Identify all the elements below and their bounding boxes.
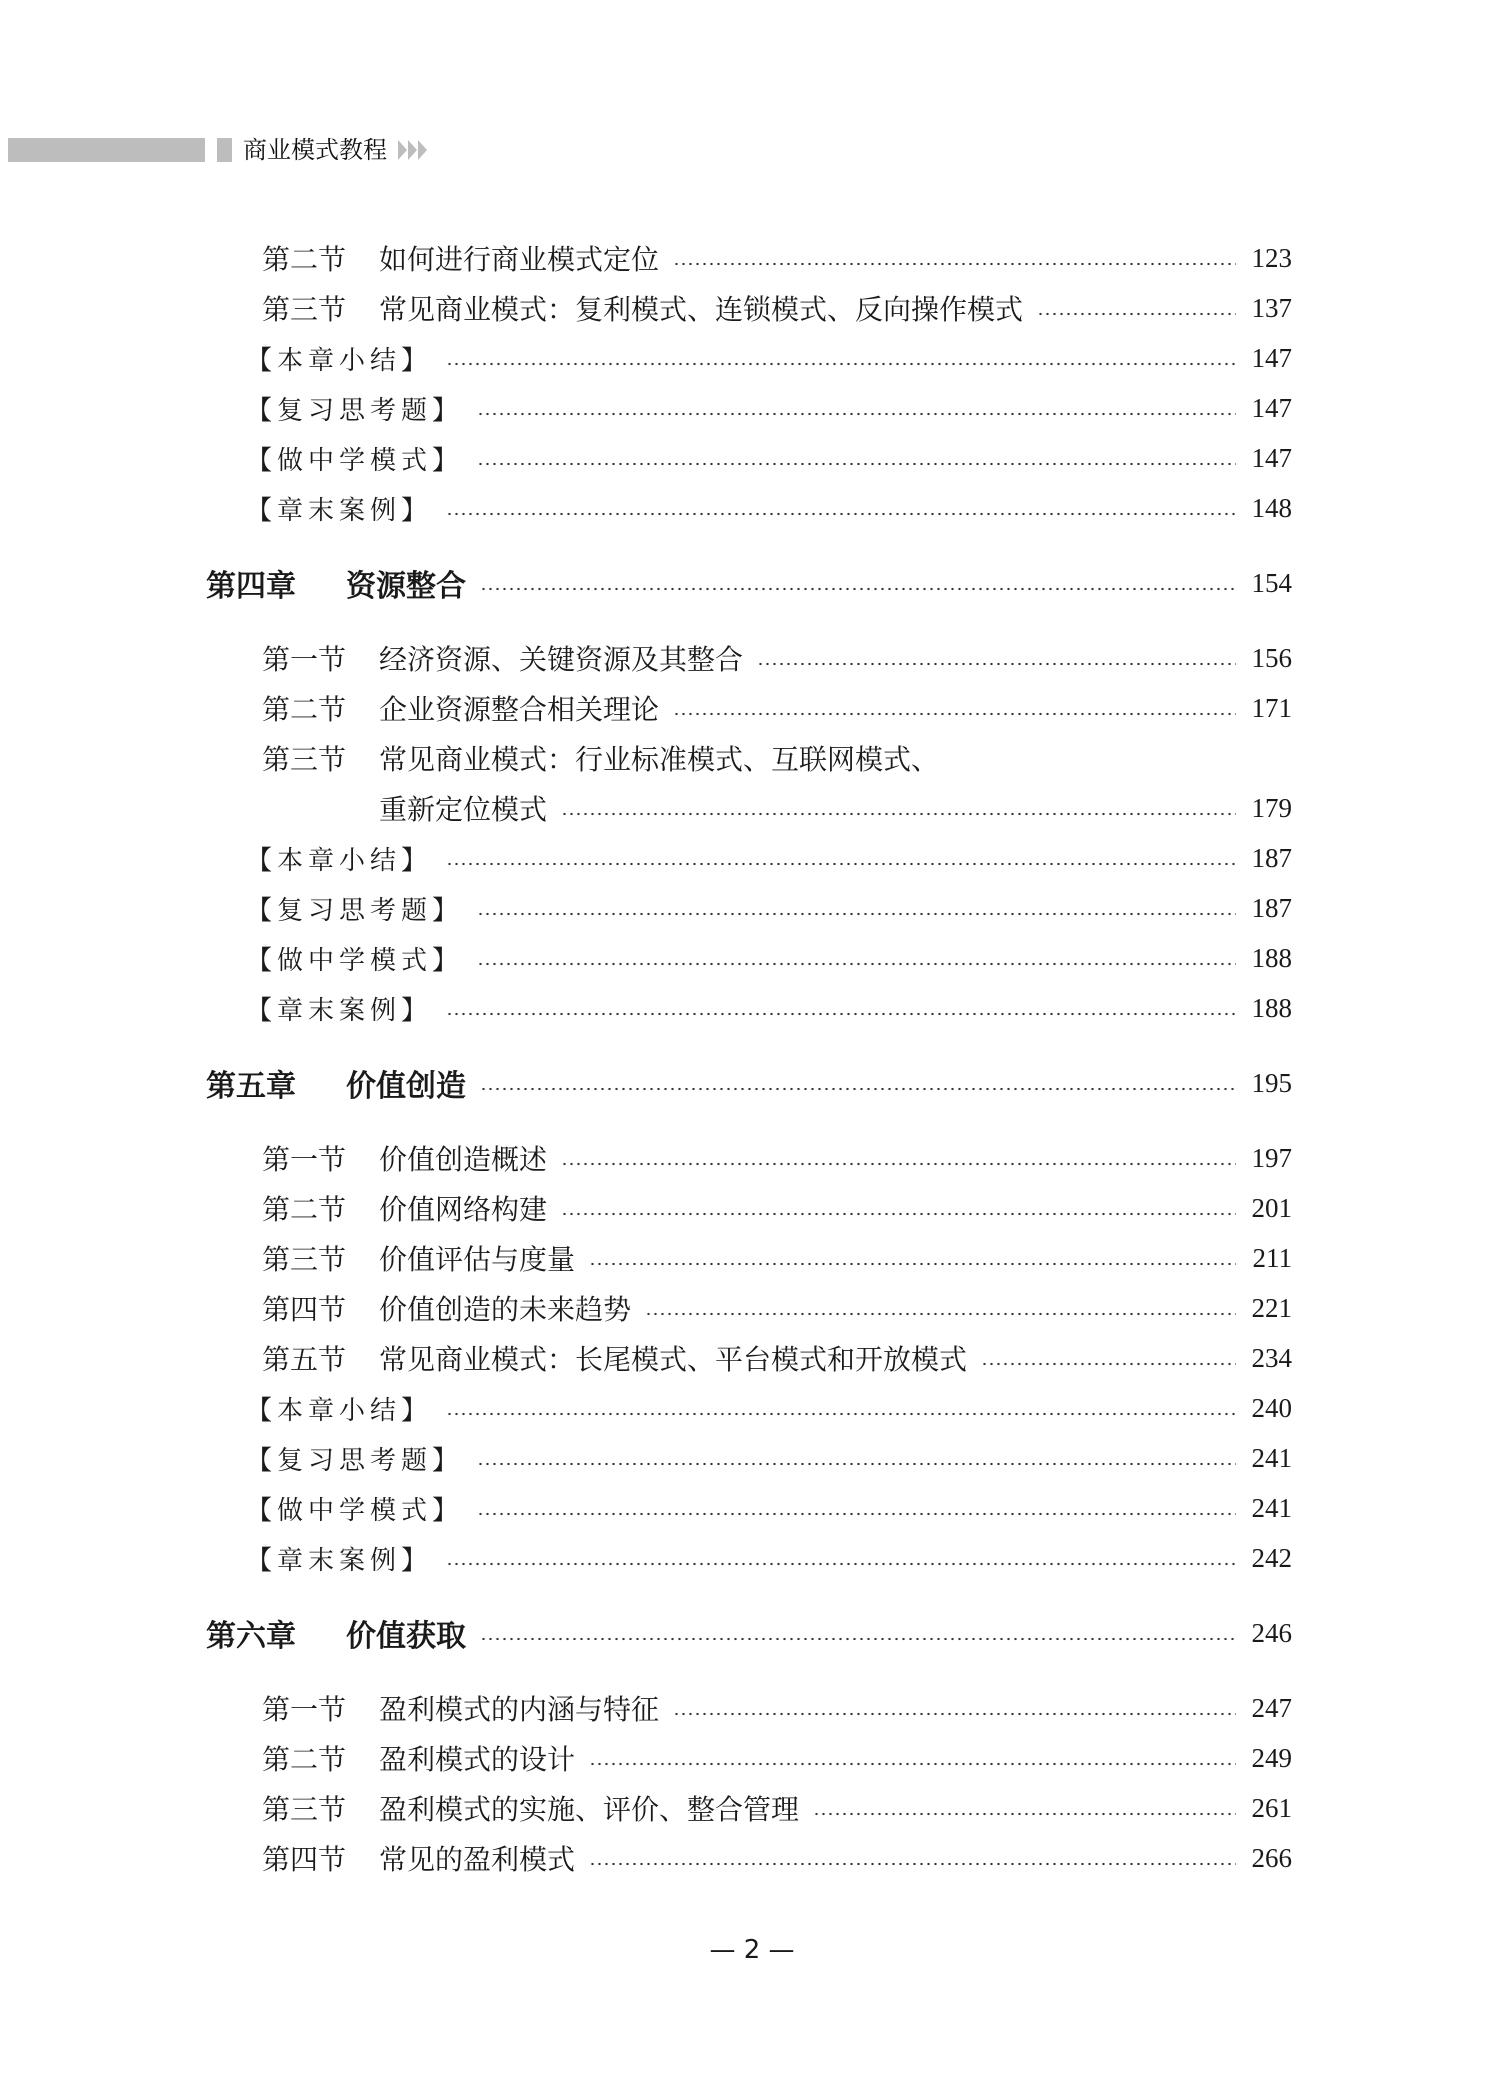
toc-entry-page: 241 (1251, 1442, 1292, 1473)
toc-entry-title: 常见的盈利模式 (379, 1843, 576, 1876)
toc-entry-title: 价值评估与度量 (379, 1243, 576, 1276)
toc-entry-title: 常见商业模式：行业标准模式、互联网模式、 (379, 743, 940, 776)
toc-entry-title: 盈利模式的内涵与特征 (379, 1693, 660, 1726)
dot-leader (446, 1012, 1236, 1016)
dot-leader (673, 1712, 1236, 1716)
toc-entry-title: 如何进行商业模式定位 (379, 243, 660, 276)
toc-entry-page: 249 (1251, 1742, 1292, 1773)
toc-entry-page: 154 (1251, 567, 1292, 598)
dot-leader (477, 962, 1236, 966)
toc-entry-page: 188 (1251, 992, 1292, 1023)
toc-entry-section[interactable] (206, 1183, 1292, 1233)
dot-leader (477, 1512, 1236, 1516)
toc-entry-page: 242 (1251, 1542, 1292, 1573)
toc-entry-chapter[interactable] (206, 1058, 1292, 1108)
page-number: — 2 — (709, 1935, 795, 1965)
toc-entry-section[interactable] (206, 1683, 1292, 1733)
toc-entry-page: 197 (1251, 1142, 1292, 1173)
toc-entry-label: 第一节 (262, 1143, 347, 1176)
toc-entry-title: 价值创造 (346, 1069, 466, 1104)
toc-entry-section[interactable] (206, 283, 1292, 333)
dot-leader (673, 712, 1236, 716)
toc-entry-page: 211 (1252, 1242, 1292, 1273)
toc-entry-label: 第二节 (262, 243, 347, 276)
toc-entry-section[interactable] (206, 1783, 1292, 1833)
toc-entry-section[interactable] (206, 1133, 1292, 1183)
running-header-title: 商业模式教程 (243, 136, 387, 164)
toc-entry-page: 201 (1251, 1192, 1292, 1223)
toc-entry-label: 第一节 (262, 643, 347, 676)
toc-entry-title: 重新定位模式 (379, 793, 548, 826)
dot-leader (477, 1462, 1236, 1466)
toc-entry-label: 第五节 (262, 1343, 347, 1376)
dot-leader (589, 1762, 1236, 1766)
toc-entry-title: 【做中学模式】 (246, 445, 464, 476)
toc-entry-title: 资源整合 (346, 569, 466, 604)
dot-leader (561, 1162, 1236, 1166)
toc-entry-title: 价值获取 (346, 1619, 466, 1654)
toc-entry-label: 第二节 (262, 693, 347, 726)
dot-leader (589, 1862, 1236, 1866)
toc-entry-page: 137 (1251, 292, 1292, 323)
toc-entry-page: 179 (1251, 792, 1292, 823)
toc-entry-title: 【章末案例】 (246, 1545, 433, 1576)
dot-leader (446, 862, 1236, 866)
toc-entry-title: 价值创造的未来趋势 (379, 1293, 632, 1326)
dot-leader (645, 1312, 1236, 1316)
toc-entry-bracket[interactable] (206, 333, 1292, 383)
toc-entry-label: 第三节 (262, 1793, 347, 1826)
toc-entry-bracket[interactable] (206, 383, 1292, 433)
dot-leader (480, 1087, 1236, 1091)
toc-entry-page: 187 (1251, 842, 1292, 873)
toc-entry-label: 第二节 (262, 1743, 347, 1776)
toc-entry-title: 价值网络构建 (379, 1193, 548, 1226)
toc-entry-chapter[interactable] (206, 558, 1292, 608)
toc-entry-title: 经济资源、关键资源及其整合 (379, 643, 744, 676)
toc-entry-bracket[interactable] (206, 1433, 1292, 1483)
toc-entry-page: 123 (1251, 242, 1292, 273)
toc-entry-label: 第三节 (262, 743, 347, 776)
dot-leader (589, 1262, 1236, 1266)
toc-entry-page: 188 (1251, 942, 1292, 973)
toc-entry-title: 盈利模式的实施、评价、整合管理 (379, 1793, 800, 1826)
toc-entry-bracket[interactable] (206, 483, 1292, 533)
toc-entry-title: 【本章小结】 (246, 1395, 433, 1426)
dot-leader (480, 1637, 1236, 1641)
toc-entry-title: 常见商业模式：长尾模式、平台模式和开放模式 (379, 1343, 968, 1376)
toc-entry-page: 246 (1251, 1617, 1292, 1648)
dot-leader (561, 1212, 1236, 1216)
dot-leader (446, 1562, 1236, 1566)
toc-entry-title: 盈利模式的设计 (379, 1743, 576, 1776)
toc-entry-page: 171 (1251, 692, 1292, 723)
toc-entry-bracket[interactable] (206, 1533, 1292, 1583)
toc-entry-page: 187 (1251, 892, 1292, 923)
toc-entry-label: 第四节 (262, 1293, 347, 1326)
toc-entry-page: 247 (1251, 1692, 1292, 1723)
dot-leader (446, 1412, 1236, 1416)
toc-entry-bracket[interactable] (206, 833, 1292, 883)
toc-entry-bracket[interactable] (206, 1483, 1292, 1533)
header-decor-square (217, 138, 232, 162)
toc-entry-label: 第一节 (262, 1693, 347, 1726)
header-decor-bar (8, 138, 205, 162)
toc-entry-section[interactable] (206, 733, 1292, 783)
toc-entry-page: 221 (1251, 1292, 1292, 1323)
toc-entry-section[interactable] (206, 1283, 1292, 1333)
toc-entry-section[interactable] (206, 1333, 1292, 1383)
dot-leader (480, 587, 1236, 591)
toc-entry-bracket[interactable] (206, 883, 1292, 933)
toc-entry-cont[interactable] (206, 783, 1292, 833)
toc-entry-page: 240 (1251, 1392, 1292, 1423)
table-of-contents (206, 233, 1292, 1883)
toc-entry-title: 常见商业模式：复利模式、连锁模式、反向操作模式 (379, 293, 1024, 326)
toc-entry-bracket[interactable] (206, 1383, 1292, 1433)
toc-entry-title: 【复习思考题】 (246, 1445, 464, 1476)
toc-entry-page: 261 (1251, 1792, 1292, 1823)
dot-leader (813, 1812, 1236, 1816)
toc-entry-title: 企业资源整合相关理论 (379, 693, 660, 726)
toc-entry-bracket[interactable] (206, 433, 1292, 483)
toc-entry-page: 195 (1251, 1067, 1292, 1098)
toc-entry-page: 234 (1251, 1342, 1292, 1373)
dot-leader (561, 812, 1236, 816)
toc-entry-label: 第二节 (262, 1193, 347, 1226)
toc-entry-title: 【本章小结】 (246, 345, 433, 376)
dot-leader (477, 912, 1236, 916)
toc-entry-bracket[interactable] (206, 983, 1292, 1033)
dot-leader (446, 362, 1236, 366)
toc-entry-page: 147 (1251, 392, 1292, 423)
toc-entry-page: 148 (1251, 492, 1292, 523)
toc-entry-title: 【本章小结】 (246, 845, 433, 876)
toc-entry-title: 价值创造概述 (379, 1143, 548, 1176)
toc-entry-section[interactable] (206, 633, 1292, 683)
toc-entry-page: 147 (1251, 342, 1292, 373)
dot-leader (1037, 312, 1236, 316)
dot-leader (673, 262, 1236, 266)
toc-entry-section[interactable] (206, 233, 1292, 283)
toc-entry-title: 【做中学模式】 (246, 1495, 464, 1526)
toc-entry-label: 第三节 (262, 293, 347, 326)
toc-entry-page: 241 (1251, 1492, 1292, 1523)
toc-entry-title: 【复习思考题】 (246, 895, 464, 926)
header-arrows-icon (398, 140, 427, 160)
toc-entry-chapter[interactable] (206, 1608, 1292, 1658)
dot-leader (981, 1362, 1236, 1366)
toc-entry-label: 第六章 (206, 1619, 296, 1654)
toc-entry-label: 第四节 (262, 1843, 347, 1876)
toc-entry-title: 【做中学模式】 (246, 945, 464, 976)
toc-entry-page: 156 (1251, 642, 1292, 673)
toc-entry-title: 【复习思考题】 (246, 395, 464, 426)
dot-leader (757, 662, 1236, 666)
dot-leader (477, 462, 1236, 466)
toc-entry-section[interactable] (206, 1233, 1292, 1283)
dot-leader (477, 412, 1236, 416)
dot-leader (446, 512, 1236, 516)
toc-entry-section[interactable] (206, 683, 1292, 733)
toc-entry-section[interactable] (206, 1833, 1292, 1883)
toc-entry-label: 第五章 (206, 1069, 296, 1104)
toc-entry-label: 第三节 (262, 1243, 347, 1276)
toc-entry-page: 266 (1251, 1842, 1292, 1873)
toc-entry-page: 147 (1251, 442, 1292, 473)
toc-entry-section[interactable] (206, 1733, 1292, 1783)
toc-entry-bracket[interactable] (206, 933, 1292, 983)
toc-entry-title: 【章末案例】 (246, 995, 433, 1026)
toc-entry-title: 【章末案例】 (246, 495, 433, 526)
toc-entry-label: 第四章 (206, 569, 296, 604)
